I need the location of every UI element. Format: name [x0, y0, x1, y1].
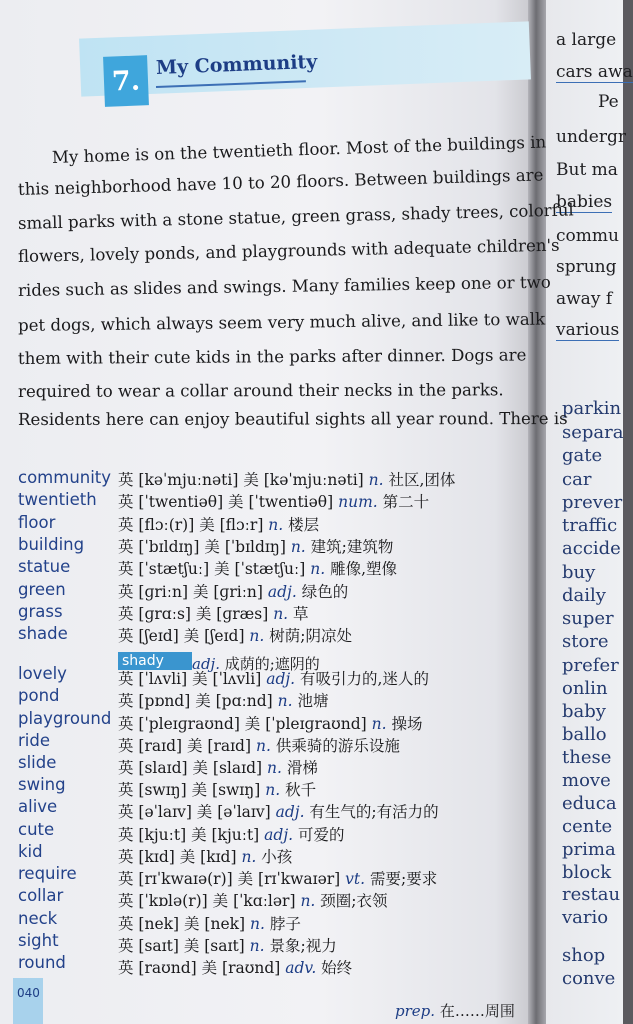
adjacent-vocab-word: super [562, 608, 614, 629]
vocab-entry [118, 734, 400, 756]
adjacent-vocab-word: traffic [562, 515, 618, 536]
vocab-word: sight [18, 931, 59, 950]
vocab-phonetic: 英 [ˈlʌvli] 美 [ˈlʌvli] [118, 670, 267, 688]
paragraph-line: flowers, lovely ponds, and playgrounds with adequate children's [17, 235, 560, 266]
adjacent-page [546, 0, 633, 1024]
section-title: My Community [155, 50, 318, 79]
vocab-pos: n. [273, 605, 294, 623]
paragraph-line: pet dogs, which always seem very much alive, and like to walk [17, 309, 546, 335]
vocab-word: neck [18, 909, 58, 928]
vocab-phonetic: 英 [slaɪd] 美 [slaɪd] [118, 759, 267, 777]
vocab-word: kid [18, 842, 43, 861]
vocab-word: building [18, 535, 85, 554]
adjacent-vocab-word: conve [562, 968, 616, 989]
vocab-meaning: 可爱的 [298, 826, 345, 844]
vocab-meaning: 供乘骑的游乐设施 [275, 737, 400, 755]
paragraph-line: required to wear a collar around their necks in the parks. [17, 380, 504, 401]
vocab-meaning: 小孩 [261, 848, 293, 866]
paragraph-line: this neighborhood have 10 to 20 floors. Between buildings are [17, 165, 544, 199]
round-extra-definition [395, 1000, 515, 1021]
vocab-meaning: 有生气的;有活力的 [309, 803, 439, 821]
vocab-pos: vt. [345, 870, 370, 888]
vocab-phonetic: 英 [rɪˈkwaɪə(r)] 美 [rɪˈkwaɪər] [118, 870, 346, 888]
paragraph-line: My home is on the twentieth floor. Most of the buildings in [51, 132, 547, 167]
vocab-meaning: 建筑;建筑物 [310, 538, 394, 556]
adjacent-vocab-word: buy [562, 562, 596, 583]
adjacent-vocab-word: separa [562, 422, 624, 443]
adjacent-vocab-word: vario [562, 907, 609, 928]
vocab-word: alive [18, 797, 58, 816]
vocab-entry [118, 889, 388, 911]
vocab-pos: n. [249, 937, 270, 955]
vocab-entry [118, 557, 397, 579]
vocab-pos: n. [241, 848, 262, 866]
vocab-phonetic: 英 [nek] 美 [nek] [118, 915, 250, 933]
vocab-entry [118, 490, 429, 512]
vocab-pos: n. [290, 538, 311, 556]
vocab-meaning: 社区,团体 [388, 471, 456, 489]
vocab-word: floor [18, 513, 56, 532]
book-gutter [528, 0, 546, 1024]
vocab-word: community [18, 468, 112, 487]
page-number-tab [13, 978, 43, 1024]
vocab-pos: adv. [285, 959, 322, 977]
adjacent-vocab-word: car [562, 469, 592, 490]
vocab-pos: n. [371, 715, 392, 733]
shady-pos: adj. [192, 655, 220, 673]
vocab-entry [118, 580, 348, 602]
vocab-entry [118, 689, 328, 711]
round-extra-pos: prep. [395, 1002, 436, 1020]
adjacent-page-text: babies [556, 192, 613, 212]
adjacent-page-text: sprung [556, 257, 617, 277]
vocab-entry [118, 934, 337, 956]
vocab-pos: adj. [275, 803, 310, 821]
adjacent-page-text: a large [556, 30, 617, 50]
adjacent-page-text: various [556, 320, 620, 340]
vocab-word: lovely [18, 664, 67, 683]
vocab-pos: adj. [266, 670, 301, 688]
paragraph-line: Residents here can enjoy beautiful sights all year round. There is [17, 409, 568, 429]
page-number: 040 [17, 986, 40, 1000]
vocab-word: shade [18, 624, 68, 643]
vocab-phonetic: 英 [flɔː(r)] 美 [flɔːr] [118, 516, 269, 534]
vocab-pos: n. [300, 892, 321, 910]
vocab-word: statue [18, 557, 71, 576]
vocab-meaning: 需要;要求 [369, 870, 438, 888]
adjacent-vocab-word: prever [562, 492, 623, 513]
vocab-meaning: 秋千 [285, 781, 317, 799]
adjacent-page-text: away f [556, 289, 613, 309]
vocab-entry [118, 800, 439, 822]
paragraph-line: rides such as slides and swings. Many families keep one or two [17, 272, 551, 300]
vocab-phonetic: 英 [ˈbɪldɪŋ] 美 [ˈbɪldɪŋ] [118, 538, 291, 556]
vocab-phonetic: 英 [ˈstætʃuː] 美 [ˈstætʃuː] [118, 560, 311, 578]
vocab-phonetic: 英 [raʊnd] 美 [raʊnd] [118, 959, 286, 977]
adjacent-vocab-word: daily [562, 585, 606, 606]
vocab-entry [118, 845, 292, 867]
vocab-phonetic: 英 [kəˈmjuːnəti] 美 [kəˈmjuːnəti] [118, 471, 369, 489]
adjacent-page-text: commu [556, 226, 619, 246]
vocab-pos: n. [277, 692, 298, 710]
vocab-meaning: 脖子 [269, 915, 301, 933]
adjacent-vocab-word: block [562, 862, 612, 883]
vocab-phonetic: 英 [swɪŋ] 美 [swɪŋ] [118, 781, 266, 799]
adjacent-vocab-word: gate [562, 445, 603, 466]
vocab-pos: adj. [267, 583, 302, 601]
vocab-meaning: 绿色的 [301, 583, 349, 601]
vocab-pos: n. [310, 560, 331, 578]
vocab-meaning: 雕像,塑像 [330, 560, 397, 578]
vocab-pos: n. [255, 737, 276, 755]
vocab-entry [118, 513, 319, 535]
vocab-meaning: 池塘 [297, 692, 329, 710]
vocab-phonetic: 英 [raɪd] 美 [raɪd] [118, 737, 256, 755]
vocab-meaning: 第二十 [382, 493, 430, 511]
vocab-pos: n. [249, 627, 270, 645]
vocab-word: ride [18, 731, 50, 750]
round-extra-meaning: 在……周围 [439, 1002, 515, 1020]
vocab-entry [118, 712, 422, 734]
vocab-meaning: 滑梯 [286, 759, 318, 777]
vocab-meaning: 操场 [391, 715, 423, 733]
vocab-entry [118, 778, 316, 800]
adjacent-vocab-word: baby [562, 701, 606, 722]
vocab-entry [118, 823, 345, 845]
adjacent-page-text: undergr [556, 127, 626, 147]
vocab-phonetic: 英 [ɡrɑːs] 美 [ɡræs] [118, 605, 274, 623]
vocab-entry [118, 602, 309, 624]
adjacent-page-text: Pe [598, 92, 619, 112]
vocab-phonetic: 英 [pɒnd] 美 [pɑːnd] [118, 692, 278, 710]
vocab-meaning: 颈圈;衣领 [320, 892, 388, 910]
adjacent-vocab-word: onlin [562, 678, 608, 699]
vocab-word: playground [18, 709, 112, 728]
vocab-phonetic: 英 [ˈtwentiəθ] 美 [ˈtwentiəθ] [118, 493, 339, 511]
vocab-word: green [18, 580, 66, 599]
shady-definition [192, 653, 320, 674]
adjacent-vocab-word: cente [562, 816, 613, 837]
vocab-meaning: 景象;视力 [269, 937, 337, 955]
section-number: 7. [103, 55, 149, 107]
adjacent-vocab-word: move [562, 770, 611, 791]
vocab-entry [118, 912, 301, 934]
adjacent-vocab-word: prefer [562, 655, 619, 676]
vocab-meaning: 树荫;阴凉处 [269, 627, 352, 645]
adjacent-page-text: cars awa [556, 62, 633, 82]
vocab-word: collar [18, 886, 64, 905]
vocab-word: twentieth [18, 490, 97, 509]
vocab-phonetic: 英 [əˈlaɪv] 美 [əˈlaɪv] [118, 803, 276, 821]
adjacent-vocab-word: educa [562, 793, 617, 814]
vocab-phonetic: 英 [ˈkɒlə(r)] 美 [ˈkɑːlər] [118, 892, 301, 910]
vocab-phonetic: 英 [ˈpleɪɡraʊnd] 美 [ˈpleɪɡraʊnd] [118, 715, 372, 733]
adjacent-vocab-word: store [562, 631, 609, 652]
vocab-entry [118, 468, 455, 490]
vocab-entry [118, 535, 393, 557]
vocab-meaning: 草 [293, 605, 309, 623]
paragraph-line: small parks with a stone statue, green grass, shady trees, colorful [17, 200, 574, 233]
paragraph-line: them with their cute kids in the parks after dinner. Dogs are [17, 345, 527, 368]
vocab-phonetic: 英 [ʃeɪd] 美 [ʃeɪd] [118, 627, 250, 645]
adjacent-vocab-word: shop [562, 945, 606, 966]
adjacent-vocab-word: ballo [562, 724, 607, 745]
vocab-meaning: 楼层 [288, 516, 320, 534]
vocab-entry [118, 867, 437, 889]
shady-highlight: shady [118, 652, 192, 670]
vocab-word: slide [18, 753, 57, 772]
vocab-pos: n. [250, 915, 270, 933]
vocab-pos: n. [265, 781, 286, 799]
vocab-word: pond [18, 686, 60, 705]
adjacent-vocab-word: restau [562, 884, 621, 905]
vocab-word: cute [18, 820, 55, 839]
vocab-word: round [18, 953, 66, 972]
vocab-word: swing [18, 775, 66, 794]
vocab-word: grass [18, 602, 63, 621]
vocab-pos: adj. [264, 826, 298, 844]
shady-meaning: 成荫的;遮阴的 [224, 655, 320, 673]
adjacent-page-text: But ma [556, 160, 618, 180]
adjacent-vocab-word: parkin [562, 398, 622, 419]
vocab-meaning: 有吸引力的,迷人的 [300, 670, 429, 688]
vocab-phonetic: 英 [saɪt] 美 [saɪt] [118, 937, 250, 955]
vocab-phonetic: 英 [ɡriːn] 美 [ɡriːn] [118, 583, 268, 601]
vocab-entry [118, 956, 352, 978]
adjacent-vocab-word: prima [562, 839, 616, 860]
vocab-pos: n. [368, 471, 389, 489]
vocab-entry [118, 624, 352, 646]
vocab-pos: n. [268, 516, 289, 534]
vocab-pos: n. [266, 759, 287, 777]
adjacent-vocab-word: accide [562, 538, 621, 559]
adjacent-vocab-word: these [562, 747, 612, 768]
vocab-pos: num. [338, 493, 383, 511]
vocab-entry [118, 756, 318, 778]
vocab-phonetic: 英 [kɪd] 美 [kɪd] [118, 848, 242, 866]
vocab-word: require [18, 864, 77, 883]
vocab-meaning: 始终 [321, 959, 353, 977]
vocab-phonetic: 英 [kjuːt] 美 [kjuːt] [118, 826, 265, 844]
